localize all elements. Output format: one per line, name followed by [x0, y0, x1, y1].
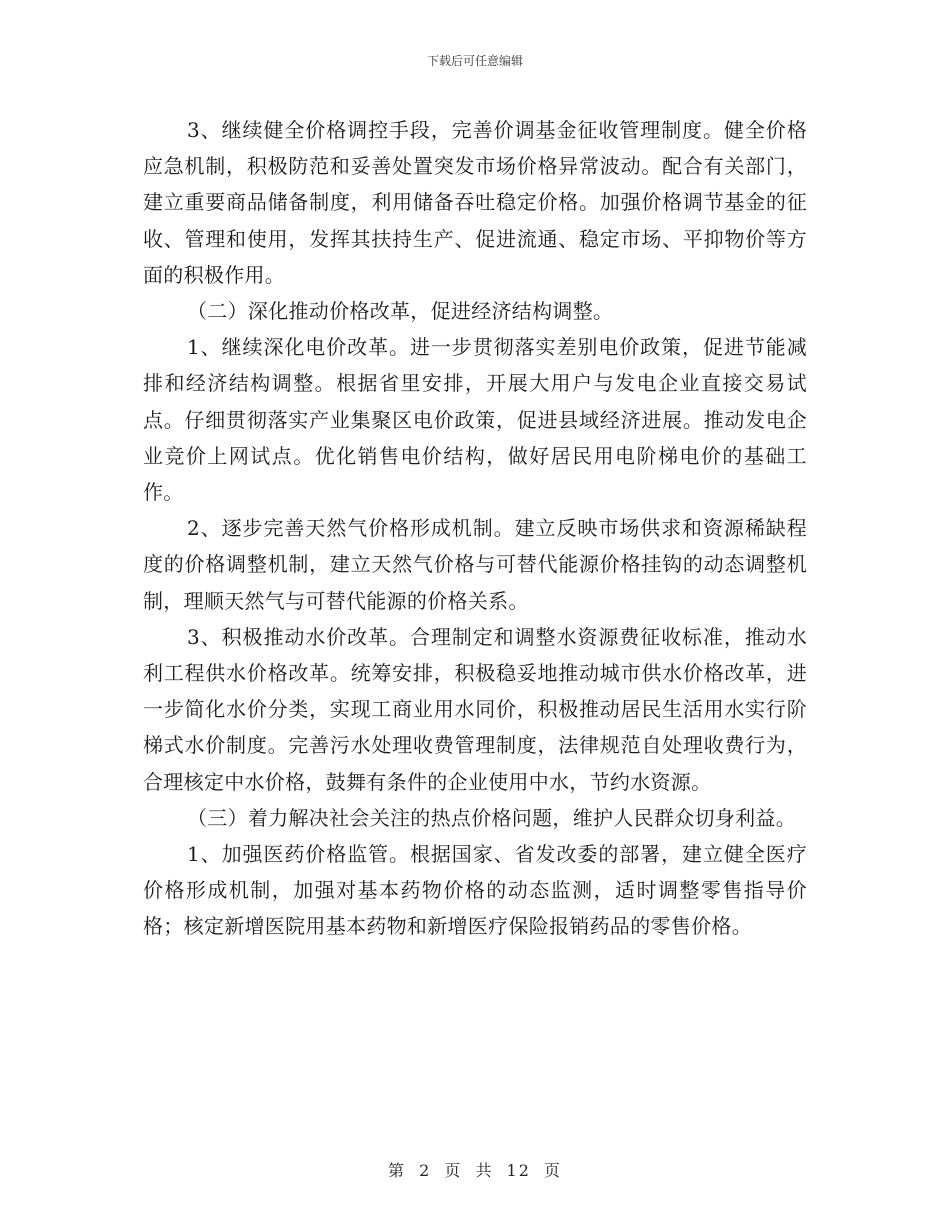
- paragraph-price-regulation: 3、继续健全价格调控手段，完善价调基金征收管理制度。健全价格应急机制，积极防范和妥善处置突发市场价格异常波动。配合有关部门，建立重要商品储备制度，利用储备吞吐稳定价格。加强价格调节基金的征收、管理和使用，发挥其扶持生产、促进流通、稳定市场、平抑物价等方面的积极作用。: [143, 118, 807, 287]
- paragraph-medical-price: 1、加强医药价格监管。根据国家、省发改委的部署，建立健全医疗价格形成机制，加强对基本药物价格的动态监测，适时调整零售指导价格；核定新增医院用基本药物和新增医疗保险报销药品的零售价格。: [143, 842, 807, 939]
- document-body: [143, 112, 807, 945]
- page-number-footer: 第 2 页 共 12 页: [388, 1161, 562, 1180]
- paragraph-electricity-price: 1、继续深化电价改革。进一步贯彻落实差别电价政策，促进节能减排和经济结构调整。根据省里安排，开展大用户与发电企业直接交易试点。仔细贯彻落实产业集聚区电价政策，促进县域经济进展。推动发电企业竞价上网试点。优化销售电价结构，做好居民用电阶梯电价的基础工作。: [143, 335, 807, 505]
- page-header-note: 下载后可任意编辑: [426, 54, 523, 68]
- paragraph-water-price: 3、积极推动水价改革。合理制定和调整水资源费征收标准，推动水利工程供水价格改革。统筹安排，积极稳妥地推动城市供水价格改革，进一步简化水价分类，实现工商业用水同价，积极推动居民生活用水实行阶梯式水价制度。完善污水处理收费管理制度，法律规范自处理收费行为，合理核定中水价格，鼓舞有条件的企业使用中水，节约水资源。: [143, 624, 807, 794]
- paragraph-natural-gas-price: 2、逐步完善天然气价格形成机制。建立反映市场供求和资源稀缺程度的价格调整机制，建立天然气价格与可替代能源价格挂钩的动态调整机制，理顺天然气与可替代能源的价格关系。: [143, 516, 807, 613]
- section-heading-price-reform: （二）深化推动价格改革，促进经济结构调整。: [187, 299, 614, 324]
- section-heading-hot-issues: （三）着力解决社会关注的热点价格问题，维护人民群众切身利益。: [187, 805, 796, 830]
